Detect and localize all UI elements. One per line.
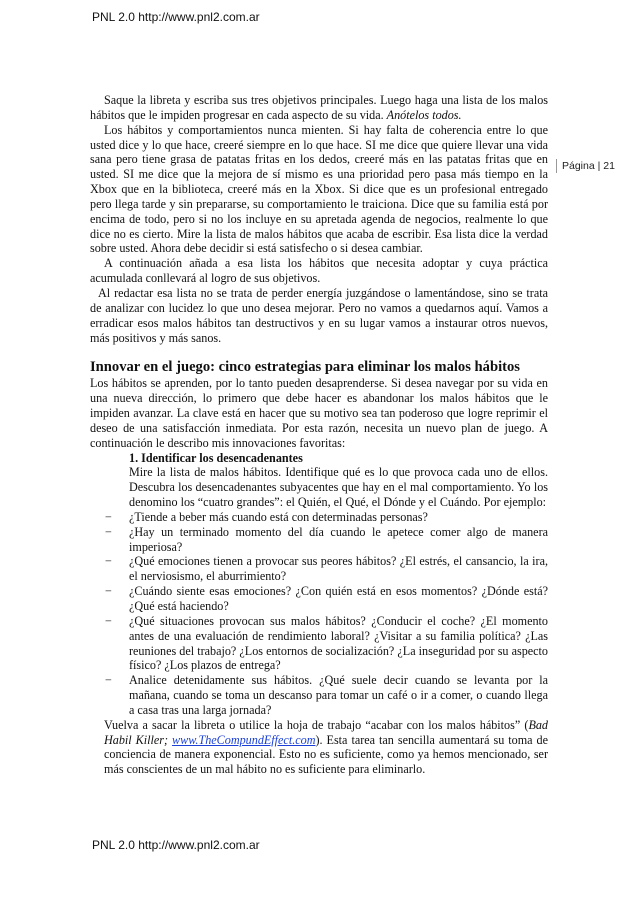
question-text: ¿Qué situaciones provocan sus malos hábitos? ¿Conducir el coche? ¿El momento antes de una evaluación de rendimiento laboral? ¿Visitar a su familia política? ¿Las reuniones del trabajo? ¿Los entornos de socialización? ¿La inseguridad por su aspecto físico? ¿Los plazos de entrega?	[129, 613, 548, 673]
question-text: Analice detenidamente sus hábitos. ¿Qué suele decir cuando se levanta por la mañana, cuando se toma un descanso para tomar un café o ir a comer, o cuando llega a casa tras una larga jornada?	[129, 673, 548, 717]
question-item	[105, 554, 548, 584]
dash-bullet: −	[105, 554, 112, 569]
question-text: ¿Hay un terminado momento del día cuando le apetece comer algo de manera imperiosa?	[129, 524, 548, 554]
dash-bullet: −	[105, 584, 112, 599]
page-header: PNL 2.0 http://www.pnl2.com.ar	[92, 10, 260, 24]
dash-bullet: −	[105, 509, 112, 524]
closing-text-start: Vuelva a sacar la libreta o utilice la hoja de trabajo “acabar con los malos hábitos” (	[104, 717, 529, 732]
page-footer: PNL 2.0 http://www.pnl2.com.ar	[92, 838, 260, 852]
question-item	[105, 524, 548, 555]
question-text: ¿Tiende a beber más cuando está con determinadas personas?	[129, 509, 428, 524]
dash-bullet: −	[105, 613, 112, 628]
intro-paragraph-1-text: Saque la libreta y escriba sus tres objetivos principales. Luego haga una lista de los malos hábitos que le impiden progresar en cada aspecto de su vida.	[90, 93, 548, 122]
closing-text-end: ). Esta tarea tan sencilla aumentará su toma de conciencia de manera exponencial. Esto no es suficiente, como ya hemos mencionado, ser más conscientes de un mal hábito no es suficiente para eliminarlo.	[104, 732, 548, 777]
question-item	[105, 509, 548, 525]
page-number-label: Página | 21	[556, 159, 615, 173]
website-link[interactable]: www.TheCompundEffect.com	[172, 732, 316, 747]
intro-paragraph-4: Al redactar esa lista no se trata de perder energía juzgándose o lamentándose, sino se trata de analizar con lucidez lo que uno desea mejorar. Pero no vamos a quedarnos aquí. Vamos a erradicar esos malos hábitos tan destructivos y en su lugar vamos a instaurar otros nuevos, más positivos y más sanos.	[90, 285, 548, 345]
question-text: ¿Qué emociones tienen a provocar sus peores hábitos? ¿El estrés, el cansancio, la ira, el nerviosismo, el aburrimiento?	[129, 554, 548, 584]
question-item	[105, 613, 548, 673]
question-item	[105, 673, 548, 718]
section-intro: Los hábitos se aprenden, por lo tanto pueden desaprenderse. Si desea navegar por su vida en una nueva dirección, lo primero que debe hacer es abandonar los malos hábitos que le impiden avanzar. La clave está en hacer que su motivo sea tan poderoso que logre reprimir el deseo de una satisfacción inmediata. Por esta razón, necesita un nuevo plan de juego. A continuación le describo mis innovaciones favoritas:	[90, 376, 548, 450]
question-item	[105, 584, 548, 614]
list-item-body: Mire la lista de malos hábitos. Identifique qué es lo que provoca cada uno de ellos. Descubra los desencadenantes subyacentes que hay en el mal comportamiento. Yo los denomino los “cuatro grandes”: el Quién, el Qué, el Dónde y el Cuándo. Por ejemplo:	[129, 465, 548, 510]
intro-paragraph-1-italic: Anótelos todos.	[386, 107, 462, 122]
intro-paragraph-3: A continuación añada a esa lista los hábitos que necesita adoptar y cuya práctica acumulada conllevará al logro de sus objetivos.	[90, 256, 548, 286]
document-body	[90, 93, 548, 777]
closing-paragraph	[104, 718, 548, 777]
closing-italic: Bad Habil Killer;	[104, 717, 548, 747]
dash-bullet: −	[105, 524, 112, 539]
list-item-title: 1. Identificar los desencadenantes	[129, 450, 303, 465]
intro-paragraph-1	[90, 93, 548, 123]
question-text: ¿Cuándo siente esas emociones? ¿Con quién está en esos momentos? ¿Dónde está? ¿Qué está haciendo?	[129, 584, 548, 613]
section-heading: Innovar en el juego: cinco estrategias para eliminar los malos hábitos	[90, 359, 520, 376]
dash-bullet: −	[105, 673, 112, 688]
intro-paragraph-2: Los hábitos y comportamientos nunca mienten. Si hay falta de coherencia entre lo que usted dice y lo que hace, creeré siempre en lo que hace. SI me dice que quiere llevar una vida sana pero tiene grasa de patatas fritas en los dedos, creeré más en las patatas fritas que en usted. SI me dice que la mejora de sí mismo es una prioridad pero pasa más tiempo en la Xbox que en la biblioteca, creeré más en la Xbox. Si dice que es un profesional entregado pero llega tarde y sin prepararse, su comportamiento le traiciona. Dice que su familia está por encima de todo, pero si no los incluye en su apretada agenda de negocios, realmente lo que dice no es cierto. Mire la lista de malos hábitos que acaba de escribir. Esa lista dice la verdad sobre usted. Ahora debe decidir si está satisfecho o si desea cambiar.	[90, 122, 548, 256]
